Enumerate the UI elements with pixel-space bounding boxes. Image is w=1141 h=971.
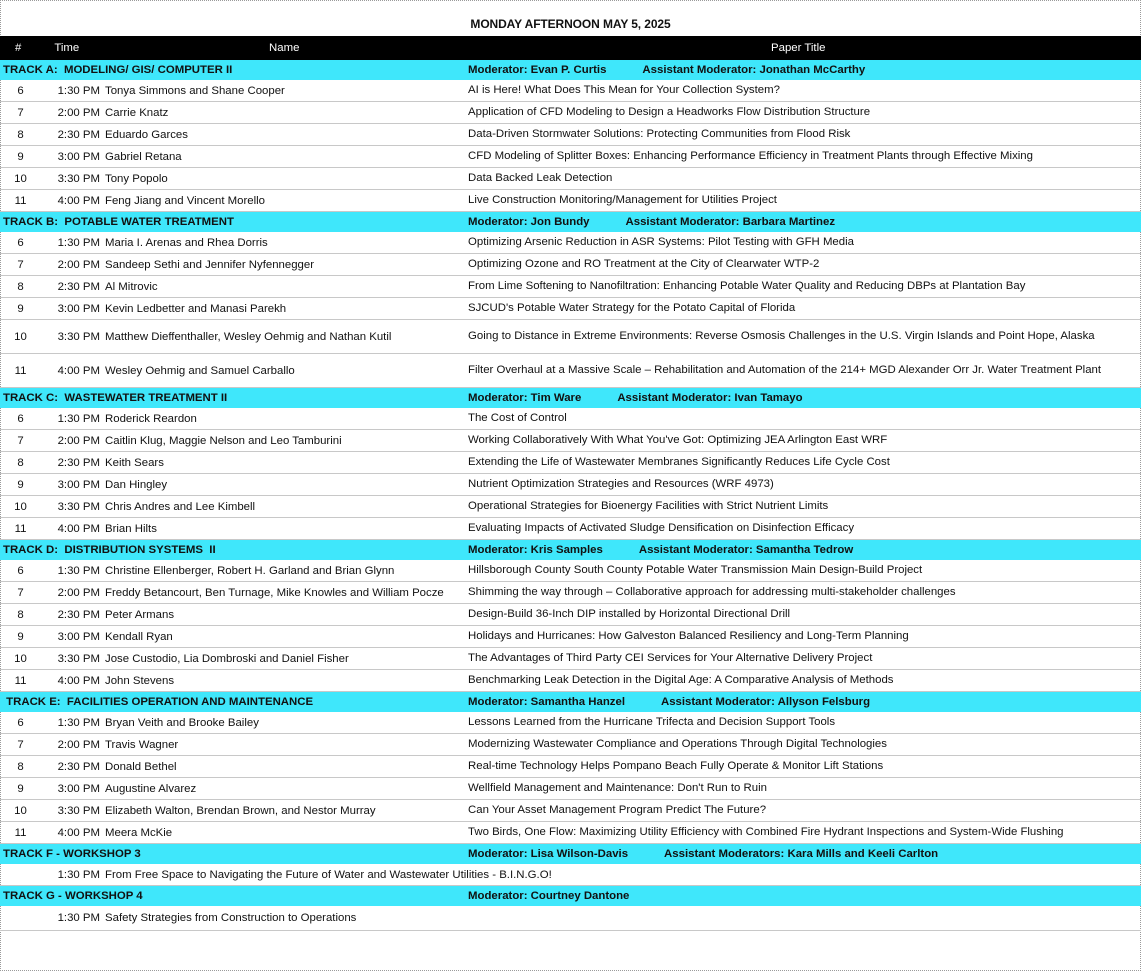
paper-title: Evaluating Impacts of Activated Sludge Densification on Disinfection Efficacy xyxy=(466,518,1141,540)
paper-title: Lessons Learned from the Hurricane Trifecta and Decision Support Tools xyxy=(466,712,1141,734)
track-name: TRACK A: MODELING/ GIS/ COMPUTER II xyxy=(0,60,466,80)
table-header xyxy=(0,36,1141,60)
table-row xyxy=(0,734,1141,756)
session-time: 1:30 PM xyxy=(41,906,105,931)
presenter-names: Wesley Oehmig and Samuel Carballo xyxy=(105,354,466,388)
session-number: 10 xyxy=(0,648,41,670)
track-moderators xyxy=(466,540,1141,561)
presenter-names: Matthew Dieffenthaller, Wesley Oehmig and Nathan Kutil xyxy=(105,320,466,354)
session-time: 3:30 PM xyxy=(41,168,105,190)
table-row xyxy=(0,254,1141,276)
table-row xyxy=(0,670,1141,692)
session-time: 3:00 PM xyxy=(41,146,105,168)
paper-title: AI is Here! What Does This Mean for Your Collection System? xyxy=(466,80,1141,102)
paper-title: The Advantages of Third Party CEI Services for Your Alternative Delivery Project xyxy=(466,648,1141,670)
col-header-num-time xyxy=(0,36,105,60)
session-number: 8 xyxy=(0,124,41,146)
session-number: 11 xyxy=(0,190,41,212)
presenter-names: Jose Custodio, Lia Dombroski and Daniel Fisher xyxy=(105,648,466,670)
session-time: 2:30 PM xyxy=(41,124,105,146)
paper-title: Extending the Life of Wastewater Membranes Significantly Reduces Life Cycle Cost xyxy=(466,452,1141,474)
workshop-session-title: Safety Strategies from Construction to Operations xyxy=(105,906,1141,931)
table-row xyxy=(0,232,1141,254)
session-number: 10 xyxy=(0,496,41,518)
presenter-names: Augustine Alvarez xyxy=(105,778,466,800)
session-time: 3:30 PM xyxy=(41,320,105,354)
presenter-names: Peter Armans xyxy=(105,604,466,626)
track-header xyxy=(0,388,1141,409)
track-moderators xyxy=(466,692,1141,713)
paper-title: Application of CFD Modeling to Design a Headworks Flow Distribution Structure xyxy=(466,102,1141,124)
presenter-names: Gabriel Retana xyxy=(105,146,466,168)
track-header xyxy=(0,60,1141,80)
table-row xyxy=(0,648,1141,670)
table-row xyxy=(0,560,1141,582)
table-row xyxy=(0,102,1141,124)
session-time: 2:00 PM xyxy=(41,254,105,276)
schedule-body xyxy=(0,60,1141,931)
session-number: 10 xyxy=(0,168,41,190)
presenter-names: Keith Sears xyxy=(105,452,466,474)
table-row xyxy=(0,80,1141,102)
session-number xyxy=(0,864,41,886)
workshop-row xyxy=(0,906,1141,931)
table-row xyxy=(0,518,1141,540)
paper-title: Two Birds, One Flow: Maximizing Utility Efficiency with Combined Fire Hydrant Inspections and System-Wide Flushing xyxy=(466,822,1141,844)
table-row xyxy=(0,496,1141,518)
session-time: 4:00 PM xyxy=(41,354,105,388)
session-time: 4:00 PM xyxy=(41,822,105,844)
session-time: 3:00 PM xyxy=(41,778,105,800)
track-name: TRACK B: POTABLE WATER TREATMENT xyxy=(0,212,466,233)
table-row xyxy=(0,778,1141,800)
session-time: 3:30 PM xyxy=(41,648,105,670)
table-row xyxy=(0,354,1141,388)
presenter-names: Maria I. Arenas and Rhea Dorris xyxy=(105,232,466,254)
presenter-names: Caitlin Klug, Maggie Nelson and Leo Tamburini xyxy=(105,430,466,452)
workshop-moderators xyxy=(466,844,1141,865)
assistant-moderator: Assistant Moderator: Barbara Martinez xyxy=(625,216,836,228)
presenter-names: Sandeep Sethi and Jennifer Nyfennegger xyxy=(105,254,466,276)
presenter-names: Eduardo Garces xyxy=(105,124,466,146)
session-time: 4:00 PM xyxy=(41,670,105,692)
presenter-names: Tonya Simmons and Shane Cooper xyxy=(105,80,466,102)
table-row xyxy=(0,604,1141,626)
session-number: 6 xyxy=(0,408,41,430)
session-time: 2:00 PM xyxy=(41,582,105,604)
moderator: Moderator: Samantha Hanzel xyxy=(468,696,625,708)
paper-title: Filter Overhaul at a Massive Scale – Rehabilitation and Automation of the 214+ MGD Alexander Orr Jr. Water Treatment Plant xyxy=(466,354,1141,388)
session-time: 3:00 PM xyxy=(41,298,105,320)
paper-title: Optimizing Ozone and RO Treatment at the City of Clearwater WTP-2 xyxy=(466,254,1141,276)
session-number: 10 xyxy=(0,800,41,822)
session-number: 11 xyxy=(0,822,41,844)
paper-title: Wellfield Management and Maintenance: Don't Run to Ruin xyxy=(466,778,1141,800)
presenter-names: Kendall Ryan xyxy=(105,626,466,648)
session-time: 2:00 PM xyxy=(41,102,105,124)
assistant-moderator: Assistant Moderator: Allyson Felsburg xyxy=(660,696,871,708)
session-number: 9 xyxy=(0,146,41,168)
table-row xyxy=(0,800,1141,822)
track-header xyxy=(0,540,1141,561)
col-header-time: Time xyxy=(54,42,80,54)
presenter-names: Kevin Ledbetter and Manasi Parekh xyxy=(105,298,466,320)
table-row xyxy=(0,146,1141,168)
session-time: 3:30 PM xyxy=(41,496,105,518)
moderator: Moderator: Jon Bundy xyxy=(468,216,590,228)
col-header-name: Name xyxy=(105,36,466,60)
paper-title: Going to Distance in Extreme Environments: Reverse Osmosis Challenges in the U.S. Virgin Islands and Point Hope, Alaska xyxy=(466,320,1141,354)
session-number: 6 xyxy=(0,712,41,734)
session-number: 10 xyxy=(0,320,41,354)
session-number: 11 xyxy=(0,354,41,388)
table-row xyxy=(0,430,1141,452)
paper-title: Benchmarking Leak Detection in the Digital Age: A Comparative Analysis of Methods xyxy=(466,670,1141,692)
presenter-names: Tony Popolo xyxy=(105,168,466,190)
workshop-header xyxy=(0,886,1141,907)
session-number: 8 xyxy=(0,756,41,778)
paper-title: The Cost of Control xyxy=(466,408,1141,430)
session-time: 1:30 PM xyxy=(41,712,105,734)
presenter-names: Dan Hingley xyxy=(105,474,466,496)
session-number xyxy=(0,906,41,931)
workshop-moderators xyxy=(466,886,1141,907)
presenter-names: Feng Jiang and Vincent Morello xyxy=(105,190,466,212)
presenter-names: Meera McKie xyxy=(105,822,466,844)
session-number: 9 xyxy=(0,778,41,800)
presenter-names: Freddy Betancourt, Ben Turnage, Mike Knowles and William Pocze xyxy=(105,582,466,604)
table-row xyxy=(0,582,1141,604)
presenter-names: Roderick Reardon xyxy=(105,408,466,430)
workshop-session-title: From Free Space to Navigating the Future of Water and Wastewater Utilities - B.I.N.G.O! xyxy=(105,864,1141,886)
workshop-header xyxy=(0,844,1141,865)
session-time: 2:00 PM xyxy=(41,734,105,756)
session-time: 1:30 PM xyxy=(41,80,105,102)
paper-title: SJCUD's Potable Water Strategy for the Potato Capital of Florida xyxy=(466,298,1141,320)
track-moderators xyxy=(466,388,1141,409)
session-time: 3:00 PM xyxy=(41,474,105,496)
session-number: 7 xyxy=(0,582,41,604)
col-header-title: Paper Title xyxy=(466,36,1141,60)
table-row xyxy=(0,822,1141,844)
session-number: 6 xyxy=(0,232,41,254)
table-row xyxy=(0,474,1141,496)
track-header xyxy=(0,212,1141,233)
table-row xyxy=(0,452,1141,474)
paper-title: Real-time Technology Helps Pompano Beach Fully Operate & Monitor Lift Stations xyxy=(466,756,1141,778)
moderator: Moderator: Evan P. Curtis xyxy=(468,64,607,76)
table-row xyxy=(0,190,1141,212)
presenter-names: Donald Bethel xyxy=(105,756,466,778)
session-number: 6 xyxy=(0,80,41,102)
session-time: 2:00 PM xyxy=(41,430,105,452)
presenter-names: Travis Wagner xyxy=(105,734,466,756)
presenter-names: Carrie Knatz xyxy=(105,102,466,124)
session-number: 8 xyxy=(0,452,41,474)
session-number: 7 xyxy=(0,430,41,452)
session-time: 2:30 PM xyxy=(41,604,105,626)
paper-title: Data Backed Leak Detection xyxy=(466,168,1141,190)
session-number: 11 xyxy=(0,670,41,692)
paper-title: Working Collaboratively With What You've Got: Optimizing JEA Arlington East WRF xyxy=(466,430,1141,452)
paper-title: Operational Strategies for Bioenergy Facilities with Strict Nutrient Limits xyxy=(466,496,1141,518)
paper-title: Hillsborough County South County Potable Water Transmission Main Design-Build Project xyxy=(466,560,1141,582)
workshop-name: TRACK G - WORKSHOP 4 xyxy=(0,886,466,907)
paper-title: Can Your Asset Management Program Predict The Future? xyxy=(466,800,1141,822)
track-moderators xyxy=(466,60,1141,80)
track-name: TRACK C: WASTEWATER TREATMENT II xyxy=(0,388,466,409)
col-header-num: # xyxy=(15,42,22,54)
moderator: Moderator: Courtney Dantone xyxy=(468,890,630,902)
session-number: 9 xyxy=(0,626,41,648)
session-time: 1:30 PM xyxy=(41,232,105,254)
session-time: 2:30 PM xyxy=(41,276,105,298)
presenter-names: Elizabeth Walton, Brendan Brown, and Nestor Murray xyxy=(105,800,466,822)
session-time: 2:30 PM xyxy=(41,452,105,474)
paper-title: Data-Driven Stormwater Solutions: Protecting Communities from Flood Risk xyxy=(466,124,1141,146)
paper-title: Live Construction Monitoring/Management for Utilities Project xyxy=(466,190,1141,212)
session-number: 9 xyxy=(0,474,41,496)
moderator: Moderator: Kris Samples xyxy=(468,544,603,556)
presenter-names: Bryan Veith and Brooke Bailey xyxy=(105,712,466,734)
session-number: 8 xyxy=(0,604,41,626)
session-time: 3:30 PM xyxy=(41,800,105,822)
workshop-name: TRACK F - WORKSHOP 3 xyxy=(0,844,466,865)
paper-title: Shimming the way through – Collaborative approach for addressing multi-stakeholder challenges xyxy=(466,582,1141,604)
session-time: 1:30 PM xyxy=(41,408,105,430)
table-row xyxy=(0,298,1141,320)
session-time: 3:00 PM xyxy=(41,626,105,648)
paper-title: From Lime Softening to Nanofiltration: Enhancing Potable Water Quality and Reducing DBPs at Plantation Bay xyxy=(466,276,1141,298)
track-name: TRACK D: DISTRIBUTION SYSTEMS II xyxy=(0,540,466,561)
schedule-table xyxy=(0,36,1141,931)
table-row xyxy=(0,626,1141,648)
presenter-names: Al Mitrovic xyxy=(105,276,466,298)
workshop-row xyxy=(0,864,1141,886)
presenter-names: Chris Andres and Lee Kimbell xyxy=(105,496,466,518)
assistant-moderator: Assistant Moderator: Samantha Tedrow xyxy=(638,544,854,556)
day-title: MONDAY AFTERNOON MAY 5, 2025 xyxy=(470,17,671,31)
session-number: 8 xyxy=(0,276,41,298)
session-number: 6 xyxy=(0,560,41,582)
track-moderators xyxy=(466,212,1141,233)
moderator: Moderator: Lisa Wilson-Davis xyxy=(468,848,629,860)
session-time: 1:30 PM xyxy=(41,864,105,886)
paper-title: Holidays and Hurricanes: How Galveston Balanced Resiliency and Long-Term Planning xyxy=(466,626,1141,648)
assistant-moderator: Assistant Moderator: Jonathan McCarthy xyxy=(642,64,866,76)
paper-title: Design-Build 36-Inch DIP installed by Horizontal Directional Drill xyxy=(466,604,1141,626)
session-number: 11 xyxy=(0,518,41,540)
paper-title: Nutrient Optimization Strategies and Resources (WRF 4973) xyxy=(466,474,1141,496)
table-row xyxy=(0,168,1141,190)
session-time: 4:00 PM xyxy=(41,518,105,540)
session-number: 7 xyxy=(0,734,41,756)
session-time: 2:30 PM xyxy=(41,756,105,778)
session-number: 7 xyxy=(0,254,41,276)
paper-title: Optimizing Arsenic Reduction in ASR Systems: Pilot Testing with GFH Media xyxy=(466,232,1141,254)
session-time: 4:00 PM xyxy=(41,190,105,212)
track-header xyxy=(0,692,1141,713)
presenter-names: Christine Ellenberger, Robert H. Garland and Brian Glynn xyxy=(105,560,466,582)
assistant-moderator: Assistant Moderators: Kara Mills and Keeli Carlton xyxy=(664,848,939,860)
table-row xyxy=(0,124,1141,146)
presenter-names: John Stevens xyxy=(105,670,466,692)
paper-title: Modernizing Wastewater Compliance and Operations Through Digital Technologies xyxy=(466,734,1141,756)
track-name: TRACK E: FACILITIES OPERATION AND MAINTENANCE xyxy=(0,692,466,713)
session-number: 7 xyxy=(0,102,41,124)
session-number: 9 xyxy=(0,298,41,320)
moderator: Moderator: Tim Ware xyxy=(468,392,582,404)
table-row xyxy=(0,276,1141,298)
table-row xyxy=(0,320,1141,354)
table-row xyxy=(0,756,1141,778)
paper-title: CFD Modeling of Splitter Boxes: Enhancing Performance Efficiency in Treatment Plants through Effective Mixing xyxy=(466,146,1141,168)
assistant-moderator: Assistant Moderator: Ivan Tamayo xyxy=(617,392,803,404)
table-row xyxy=(0,408,1141,430)
presenter-names: Brian Hilts xyxy=(105,518,466,540)
session-time: 1:30 PM xyxy=(41,560,105,582)
table-row xyxy=(0,712,1141,734)
